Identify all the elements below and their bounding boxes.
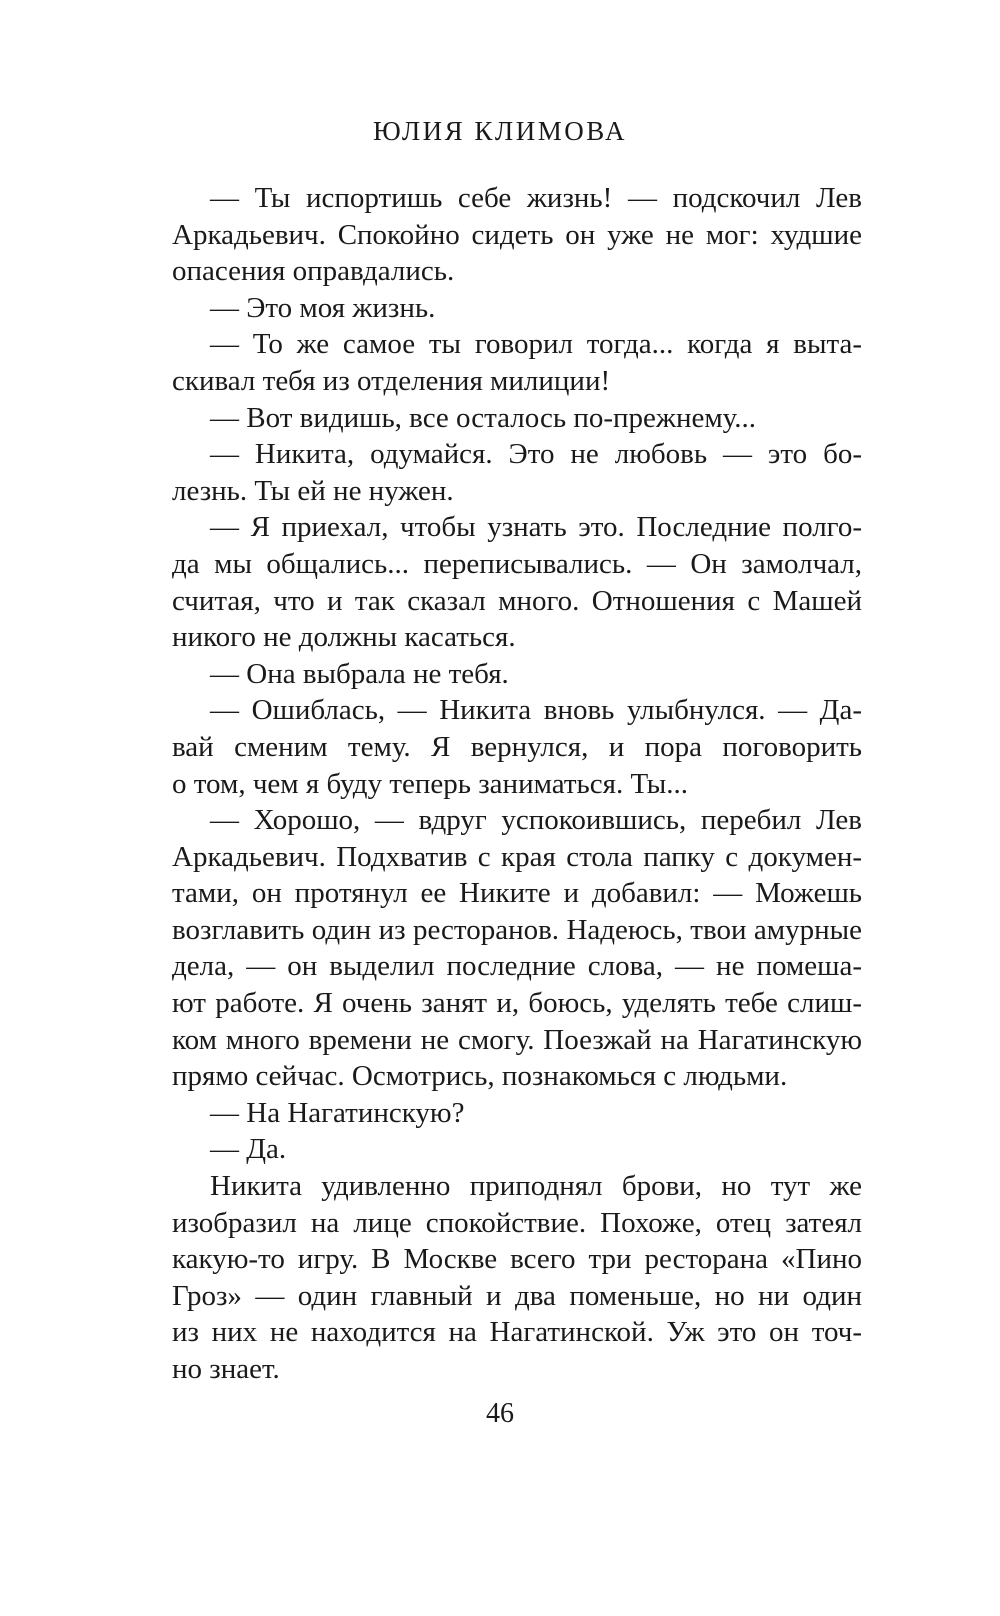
text-line: вай сменим тему. Я вернулся, и пора поговорить bbox=[172, 730, 862, 763]
text-line: — То же самое ты говорил тогда... когда я выта- bbox=[210, 328, 862, 361]
text-line: какую-то игру. В Москве всего три ресторана «Пино bbox=[172, 1243, 862, 1276]
text-line: ют работе. Я очень занят и, боюсь, уделять тебе слиш- bbox=[172, 987, 862, 1020]
text-line: считая, что и так сказал много. Отношения с Машей bbox=[172, 584, 862, 617]
text-line: дела, — он выделил последние слова, — не помеша- bbox=[172, 950, 862, 983]
text-line: возглавить один из ресторанов. Надеюсь, твои амурные bbox=[172, 913, 862, 946]
text-line: опасения оправдались. bbox=[172, 255, 455, 288]
text-line: — Ошиблась, — Никита вновь улыбнулся. — Да- bbox=[210, 694, 862, 727]
text-line: — Никита, одумайся. Это не любовь — это бо- bbox=[210, 438, 862, 471]
text-line: но знает. bbox=[172, 1353, 280, 1385]
text-line: тами, он протянул ее Никите и добавил: — Можешь bbox=[172, 877, 862, 910]
running-header-author: ЮЛИЯ КЛИМОВА bbox=[372, 116, 628, 146]
text-line: — Она выбрала не тебя. bbox=[210, 657, 509, 690]
text-line: из них не находится на Нагатинской. Уж это он точ- bbox=[172, 1316, 862, 1349]
text-line: изобразил на лице спокойствие. Похоже, отец затеял bbox=[172, 1206, 862, 1239]
body-text bbox=[172, 180, 862, 1388]
text-line: — Да. bbox=[210, 1133, 287, 1166]
text-line: — Хорошо, — вдруг успокоившись, перебил Лев bbox=[210, 804, 862, 837]
text-line: — Я приехал, чтобы узнать это. Последние полго- bbox=[210, 511, 862, 544]
text-line: прямо сейчас. Осмотрись, познакомься с людьми. bbox=[172, 1060, 788, 1093]
text-line: да мы общались... переписывались. — Он замолчал, bbox=[172, 547, 862, 580]
text-line: Никита удивленно приподнял брови, но тут же bbox=[210, 1170, 862, 1203]
text-line: ком много времени не смогу. Поезжай на Нагатинскую bbox=[172, 1023, 862, 1056]
text-line: никого не должны касаться. bbox=[172, 621, 516, 654]
text-line: — На Нагатинскую? bbox=[210, 1096, 465, 1129]
page-number: 46 bbox=[486, 1398, 514, 1429]
text-line: Гроз» — один главный и два поменьше, но ни один bbox=[172, 1279, 862, 1312]
text-line: скивал тебя из отделения милиции! bbox=[172, 364, 611, 397]
text-line: о том, чем я буду теперь заниматься. Ты... bbox=[172, 767, 688, 800]
text-line: лезнь. Ты ей не нужен. bbox=[172, 474, 454, 507]
text-line: Аркадьевич. Спокойно сидеть он уже не мог: худшие bbox=[172, 218, 862, 251]
text-line: Аркадьевич. Подхватив с края стола папку с докумен- bbox=[172, 840, 862, 873]
text-line: — Это моя жизнь. bbox=[210, 291, 436, 324]
text-line: — Вот видишь, все осталось по-прежнему... bbox=[210, 401, 757, 434]
text-line: — Ты испортишь себе жизнь! — подскочил Лев bbox=[210, 182, 862, 214]
